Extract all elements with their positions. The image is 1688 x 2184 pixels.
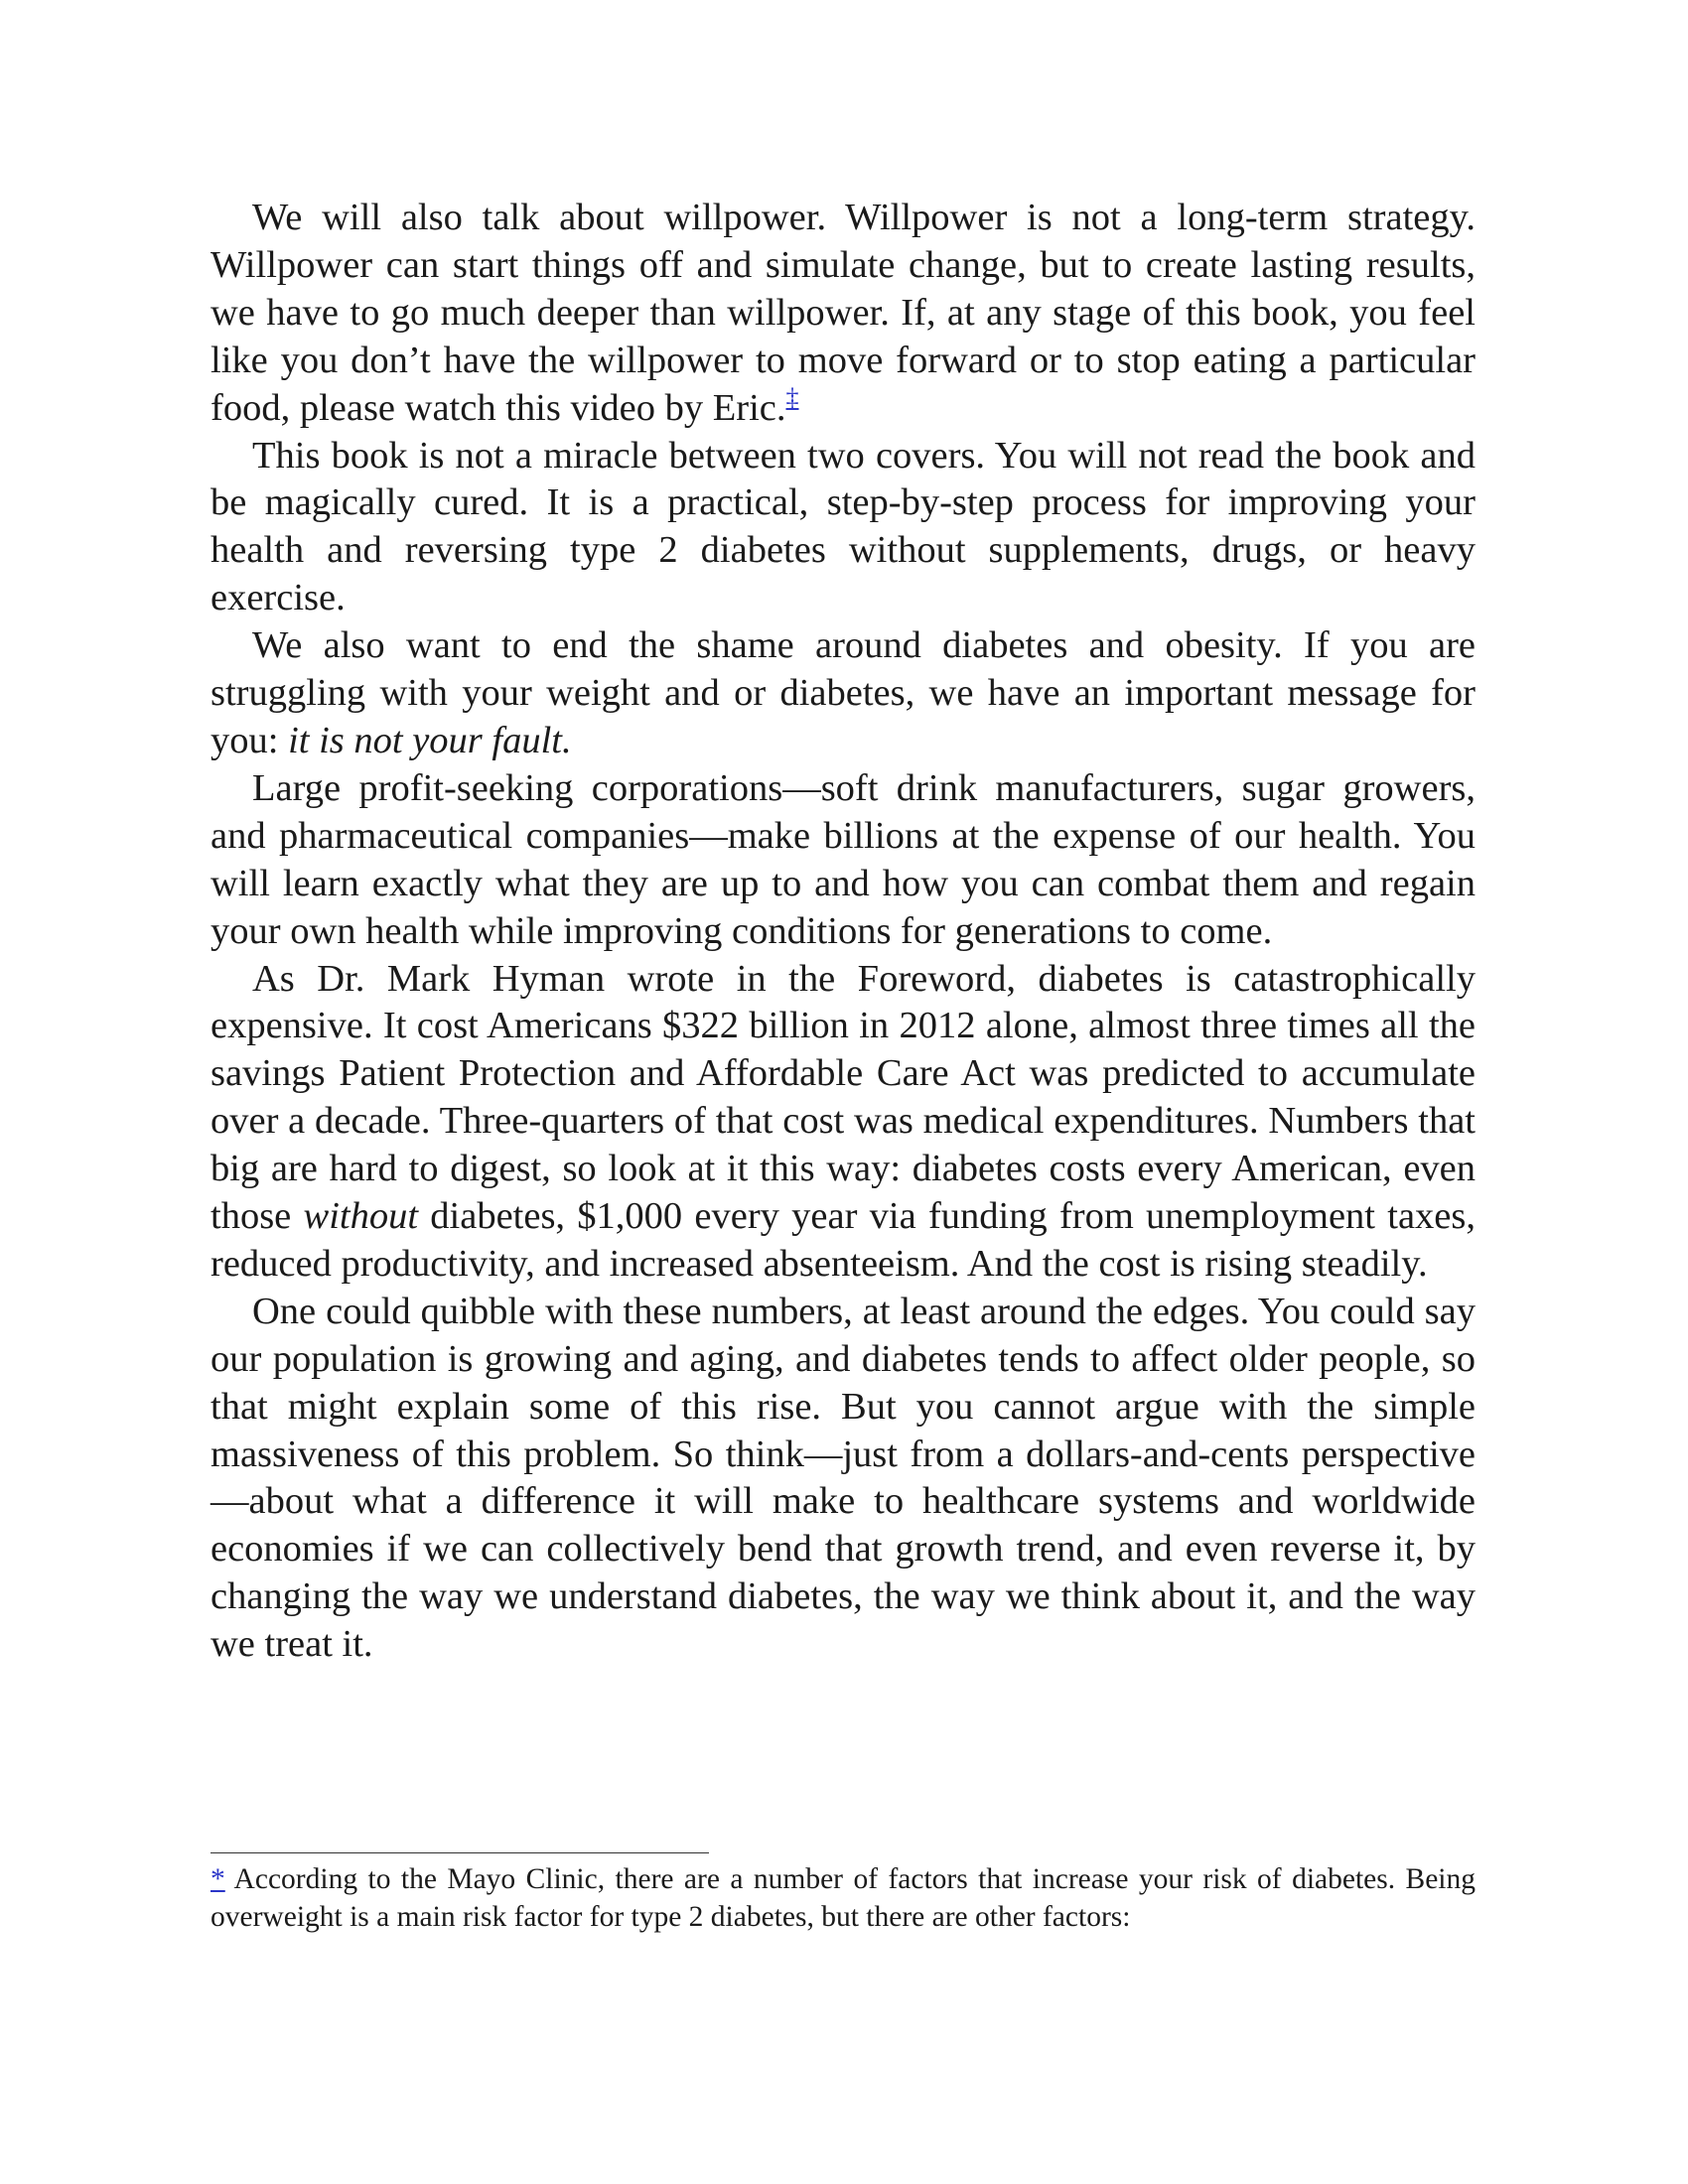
main-text xyxy=(211,195,1476,1669)
paragraph-text: We also want to end the shame around diabetes and obesity. If you are struggling with your weight and or diabetes, we have an important message for you: xyxy=(211,624,1476,761)
paragraph-end-the-shame xyxy=(211,622,1476,765)
paragraph-not-a-miracle xyxy=(211,433,1476,623)
footnote-divider xyxy=(211,1852,709,1853)
paragraph-willpower xyxy=(211,195,1476,433)
paragraph-text: This book is not a miracle between two covers. You will not read the book and be magically cured. It is a practical, step-by-step process for improving your health and reversing type 2 diabetes without supplements, drugs, or heavy exercise. xyxy=(211,434,1476,619)
footnote-text: According to the Mayo Clinic, there are a number of factors that increase your risk of diabetes. Being overweight is a main risk factor for type 2 diabetes, but there are other factors: xyxy=(211,1863,1476,1933)
emphasis-without: without xyxy=(303,1195,419,1238)
paragraph-cost-of-diabetes xyxy=(211,956,1476,1289)
footnote-marker-asterisk[interactable]: * xyxy=(211,1863,225,1895)
paragraph-text: As Dr. Mark Hyman wrote in the Foreword, diabetes is catastrophically expensive. It cost Americans $322 billion in 2012 alone, almost three times all the savings Patient Protection and Affordable Care Act was predicted to accumulate over a decade. Three-quarters of that cost was medical expenditures. Numbers that big are hard to digest, so look at it this way: diabetes costs every American, even those xyxy=(211,957,1476,1238)
paragraph-text: diabetes, $1,000 every year via funding from unemployment taxes, reduced productivity, and increased absenteeism. And the cost is rising steadily. xyxy=(211,1195,1476,1285)
footnotes-section xyxy=(211,1852,1476,1936)
paragraph-text: One could quibble with these numbers, at least around the edges. You could say our population is growing and aging, and diabetes tends to affect older people, so that might explain some of this rise. But you cannot argue with the simple massiveness of this problem. So think—just from a dollars-and-cents perspective—about what a difference it will make to healthcare systems and worldwide economies if we can collectively bend that growth trend, and even reverse it, by changing the way we understand diabetes, the way we think about it, and the way we treat it. xyxy=(211,1290,1476,1666)
paragraph-quibble xyxy=(211,1289,1476,1669)
footnote-mayo-clinic xyxy=(211,1861,1476,1936)
paragraph-text: Large profit-seeking corporations—soft drink manufacturers, sugar growers, and pharmaceutical companies—make billions at the expense of our health. You will learn exactly what they are up to and how you can combat them and regain your own health while improving conditions for generations to come. xyxy=(211,766,1476,952)
emphasis-not-your-fault: it is not your fault. xyxy=(288,719,572,761)
paragraph-text: We will also talk about willpower. Willpower is not a long-term strategy. Willpower can start things off and simulate change, but to create lasting results, we have to go much deeper than willpower. If, at any stage of this book, you feel like you don’t have the willpower to move forward or to stop eating a particular food, please watch this video by Eric. xyxy=(211,197,1476,429)
paragraph-corporations xyxy=(211,765,1476,956)
footnote-reference-double-dagger[interactable]: ‡ xyxy=(785,382,799,412)
